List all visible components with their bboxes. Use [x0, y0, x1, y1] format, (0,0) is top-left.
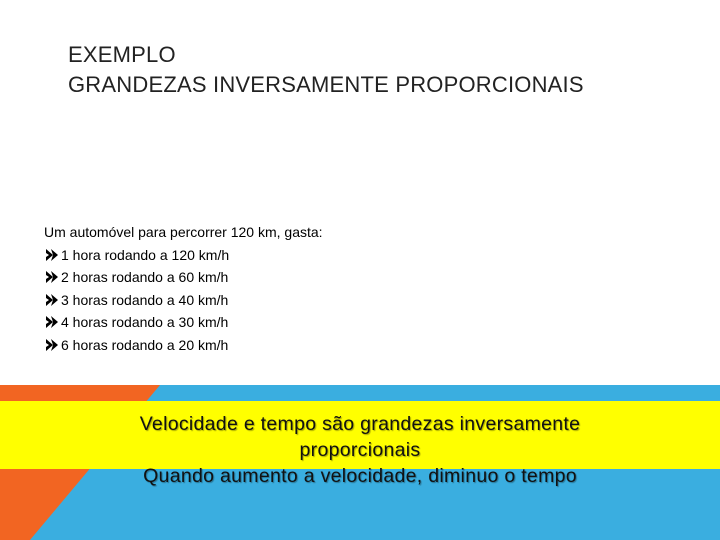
list-item: [44, 311, 323, 334]
arrow-right-icon: [44, 269, 60, 285]
bullet-text: 3 horas rodando a 40 km/h: [61, 291, 229, 308]
conclusion-line-1: Velocidade e tempo são grandezas inversamente: [139, 413, 581, 435]
arrow-right-icon: [44, 247, 60, 263]
list-item: [44, 289, 323, 312]
conclusion-line-2: proporcionais: [299, 439, 421, 461]
bullet-text: 6 horas rodando a 20 km/h: [61, 336, 229, 353]
bullet-text: 2 horas rodando a 60 km/h: [61, 269, 229, 285]
list-item: [44, 266, 323, 289]
bullet-text: 1 hora rodando a 120 km/h: [61, 246, 230, 263]
slide-title: [68, 40, 584, 100]
bullet-text: 4 horas rodando a 30 km/h: [61, 314, 229, 330]
conclusion-line-3: Quando aumento a velocidade, diminuo o tempo: [143, 465, 577, 487]
conclusion-text: [0, 411, 720, 489]
slide-content: [44, 221, 323, 356]
intro-text: Um automóvel para percorrer 120 km, gasta:: [44, 224, 323, 240]
title-line-2: GRANDEZAS INVERSAMENTE PROPORCIONAIS: [68, 72, 584, 97]
list-item: [44, 334, 323, 357]
arrow-right-icon: [44, 292, 60, 308]
decorative-footer: [0, 385, 720, 540]
arrow-right-icon: [44, 314, 60, 330]
list-item: [44, 244, 323, 267]
arrow-right-icon: [44, 337, 60, 353]
title-line-1: EXEMPLO: [68, 42, 176, 67]
